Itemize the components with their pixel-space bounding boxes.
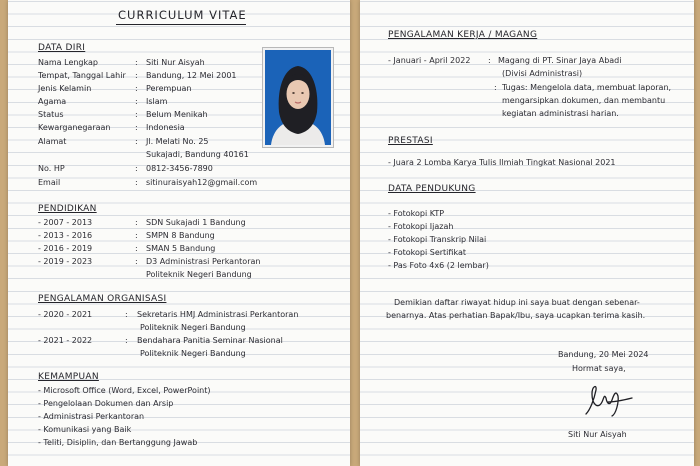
bullet: : bbox=[494, 83, 497, 92]
title-underline bbox=[116, 24, 246, 25]
org-role-2: Politeknik Negeri Bandung bbox=[140, 323, 246, 332]
org-role-2: Politeknik Negeri Bandung bbox=[140, 349, 246, 358]
doc-item: - Fotokopi Transkrip Nilai bbox=[388, 235, 487, 244]
value-alamat-2: Sukajadi, Bandung 40161 bbox=[146, 150, 249, 159]
colon: : bbox=[135, 71, 138, 80]
skill-item: - Pengelolaan Dokumen dan Arsip bbox=[38, 399, 174, 408]
colon: : bbox=[135, 231, 138, 240]
skill-item: - Administrasi Perkantoran bbox=[38, 412, 145, 421]
edu-school: D3 Administrasi Perkantoran bbox=[146, 257, 261, 266]
value-hp: 0812-3456-7890 bbox=[146, 164, 213, 173]
cv-page-left bbox=[8, 0, 350, 466]
edu-school-2: Politeknik Negeri Bandung bbox=[146, 270, 252, 279]
work-task: Tugas: Mengelola data, membuat laporan, bbox=[502, 83, 672, 92]
colon: : bbox=[125, 336, 128, 345]
work-task: mengarsipkan dokumen, dan membantu bbox=[502, 96, 666, 105]
sign-regards: Hormat saya, bbox=[572, 364, 626, 373]
org-years: - 2021 - 2022 bbox=[38, 336, 93, 345]
edu-years: - 2013 - 2016 bbox=[38, 231, 93, 240]
doc-item: - Fotokopi Sertifikat bbox=[388, 248, 466, 257]
edu-years: - 2019 - 2023 bbox=[38, 257, 93, 266]
closing-line: Demikian daftar riwayat hidup ini saya buat dengan sebenar- bbox=[394, 298, 640, 307]
edu-years: - 2016 - 2019 bbox=[38, 244, 93, 253]
label-nama: Nama Lengkap bbox=[38, 58, 98, 67]
heading-organisasi: PENGALAMAN ORGANISASI bbox=[38, 294, 167, 304]
cv-page-right bbox=[360, 0, 694, 466]
label-status: Status bbox=[38, 110, 64, 119]
achievement-item: - Juara 2 Lomba Karya Tulis Ilmiah Tingkat Nasional 2021 bbox=[388, 158, 616, 167]
value-ttl: Bandung, 12 Mei 2001 bbox=[146, 71, 237, 80]
label-email: Email bbox=[38, 178, 61, 187]
colon: : bbox=[488, 56, 491, 65]
doc-item: - Pas Foto 4x6 (2 lembar) bbox=[388, 261, 489, 270]
colon: : bbox=[135, 178, 138, 187]
label-kewarganegaraan: Kewarganegaraan bbox=[38, 123, 111, 132]
heading-pengalaman-kerja: PENGALAMAN KERJA / MAGANG bbox=[388, 30, 538, 40]
value-nama: Siti Nur Aisyah bbox=[146, 58, 205, 67]
edu-years: - 2007 - 2013 bbox=[38, 218, 93, 227]
value-alamat: Jl. Melati No. 25 bbox=[146, 137, 209, 146]
colon: : bbox=[135, 257, 138, 266]
cv-title: CURRICULUM VITAE bbox=[118, 8, 247, 22]
signature-drawing bbox=[580, 380, 640, 420]
org-role: Sekretaris HMJ Administrasi Perkantoran bbox=[137, 310, 299, 319]
label-hp: No. HP bbox=[38, 164, 65, 173]
colon: : bbox=[125, 310, 128, 319]
colon: : bbox=[135, 84, 138, 93]
heading-data-pendukung: DATA PENDUKUNG bbox=[388, 184, 476, 194]
colon: : bbox=[135, 97, 138, 106]
colon: : bbox=[135, 110, 138, 119]
label-alamat: Alamat bbox=[38, 137, 67, 146]
sign-place-date: Bandung, 20 Mei 2024 bbox=[558, 350, 649, 359]
value-kewarganegaraan: Indonesia bbox=[146, 123, 185, 132]
heading-pendidikan: PENDIDIKAN bbox=[38, 204, 97, 214]
colon: : bbox=[135, 137, 138, 146]
value-email: sitinuraisyah12@gmail.com bbox=[146, 178, 258, 187]
colon: : bbox=[135, 218, 138, 227]
closing-line: benarnya. Atas perhatian Bapak/Ibu, saya ucapkan terima kasih. bbox=[386, 311, 646, 320]
label-agama: Agama bbox=[38, 97, 67, 106]
org-role: Bendahara Panitia Seminar Nasional bbox=[137, 336, 283, 345]
skill-item: - Teliti, Disiplin, dan Bertanggung Jawab bbox=[38, 438, 198, 447]
value-jenis-kelamin: Perempuan bbox=[146, 84, 192, 93]
colon: : bbox=[135, 123, 138, 132]
colon: : bbox=[135, 244, 138, 253]
work-division: (Divisi Administrasi) bbox=[502, 69, 583, 78]
edu-school: SDN Sukajadi 1 Bandung bbox=[146, 218, 246, 227]
org-years: - 2020 - 2021 bbox=[38, 310, 93, 319]
work-task: kegiatan administrasi harian. bbox=[502, 109, 619, 118]
skill-item: - Microsoft Office (Word, Excel, PowerPoint) bbox=[38, 386, 211, 395]
edu-school: SMAN 5 Bandung bbox=[146, 244, 216, 253]
edu-school: SMPN 8 Bandung bbox=[146, 231, 215, 240]
skill-item: - Komunikasi yang Baik bbox=[38, 425, 132, 434]
value-agama: Islam bbox=[146, 97, 168, 106]
colon: : bbox=[135, 164, 138, 173]
doc-item: - Fotokopi KTP bbox=[388, 209, 445, 218]
portrait-illustration bbox=[265, 50, 331, 145]
heading-prestasi: PRESTASI bbox=[388, 136, 433, 146]
label-jenis-kelamin: Jenis Kelamin bbox=[38, 84, 92, 93]
work-period: - Januari - April 2022 bbox=[388, 56, 471, 65]
profile-photo bbox=[263, 48, 333, 147]
work-company: Magang di PT. Sinar Jaya Abadi bbox=[498, 56, 622, 65]
label-ttl: Tempat, Tanggal Lahir bbox=[38, 71, 126, 80]
colon: : bbox=[135, 58, 138, 67]
sign-name: Siti Nur Aisyah bbox=[568, 430, 627, 439]
heading-data-diri: DATA DIRI bbox=[38, 43, 86, 53]
value-status: Belum Menikah bbox=[146, 110, 208, 119]
heading-kemampuan: KEMAMPUAN bbox=[38, 372, 99, 382]
doc-item: - Fotokopi Ijazah bbox=[388, 222, 454, 231]
